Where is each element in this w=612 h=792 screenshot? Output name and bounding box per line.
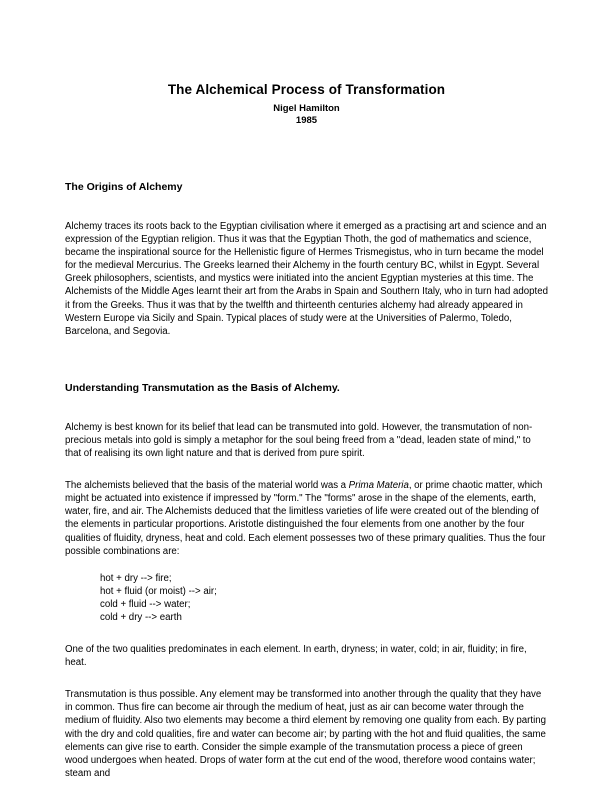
paragraph-predominant-qualities: One of the two qualities predominates in each element. In earth, dryness; in water, cold; in air, fluidity; in fire, heat. — [65, 644, 527, 669]
document-year: 1985 — [295, 115, 318, 126]
list-item: hot + fluid (or moist) --> air; — [100, 585, 217, 597]
section-heading-origins: The Origins of Alchemy — [65, 181, 183, 193]
paragraph-prima-materia — [65, 479, 548, 558]
document-author: Nigel Hamilton — [273, 103, 340, 114]
prima-materia-text-lead: The alchemists believed that the basis of the material world was a — [65, 480, 349, 492]
list-item: hot + dry --> fire; — [100, 572, 172, 584]
document-title: The Alchemical Process of Transformation — [167, 82, 446, 97]
paragraph-transmutation-possible: Transmutation is thus possible. Any element may be transformed into another through the quality that they have in common. Thus fire can become air through the medium of heat, just as air can become water through the medium of fluidity. Also two elements may become a third element by removing one quality from each. By parting with the dry and cold qualities, fire and water can become air; by parting with the hot and fluid qualities, the same elements can give rise to earth. Consider the simple example of the transmutation process a piece of green wood undergoes when heated. Drops of water form at the cut end of the wood, therefore wood contains water; steam and — [65, 689, 547, 779]
list-item: cold + dry --> earth — [100, 611, 182, 623]
title-block — [65, 0, 548, 127]
section-heading-transmutation: Understanding Transmutation as the Basis of Alchemy. — [65, 381, 340, 394]
paragraph-origins: Alchemy traces its roots back to the Egyptian civilisation where it emerged as a practising art and science and an expression of the Egyptian religion. Thus it was that the Egyptian Thoth, the god of mathematics and science, became the inspirational source for the Hellenistic figure of Hermes Trismegistus, who in turn became the model for the medieval Mercurius. The Greeks learned their Alchemy in the fourth century BC, whilst in Egypt. Several Greek philosophers, scientists, and mystics were initiated into the ancient Egyptian mysteries at this time. The Alchemists of the Middle Ages learnt their art from the Arabs in Spain and Southern Italy, who in turn had adopted it from the Greeks. Thus it was that by the twelfth and thirteenth centuries alchemy had already appeared in Western Europe via Sicily and Spain. Typical places of study were at the Universities of Palermo, Toledo, Barcelona, and Segovia. — [65, 221, 549, 337]
document-content — [65, 0, 548, 780]
prima-materia-text-rest: , or prime chaotic matter, which might be actuated into existence if impressed by "form." The "forms" arose in the shape of the elements, earth, water, fire, and air. The Alchemists deduced that the limitless varieties of life were created out of the blending of the elements in particular proportions. Aristotle distinguished the four elements from one another by the four qualities of fluidity, dryness, heat and cold. Each element possesses two of these primary qualities. Thus the four possible combinations are: — [65, 480, 546, 557]
prima-materia-term: Prima Materia — [348, 480, 409, 492]
list-item: cold + fluid --> water; — [100, 598, 191, 610]
paragraph-transmutation-intro: Alchemy is best known for its belief that lead can be transmuted into gold. However, the transmutation of non-precious metals into gold is simply a metaphor for the soul being freed from a "dead, leaden state of mind," to that of realising its own light nature and that is derived from pure spirit. — [65, 421, 533, 460]
element-combinations-list — [65, 572, 548, 624]
